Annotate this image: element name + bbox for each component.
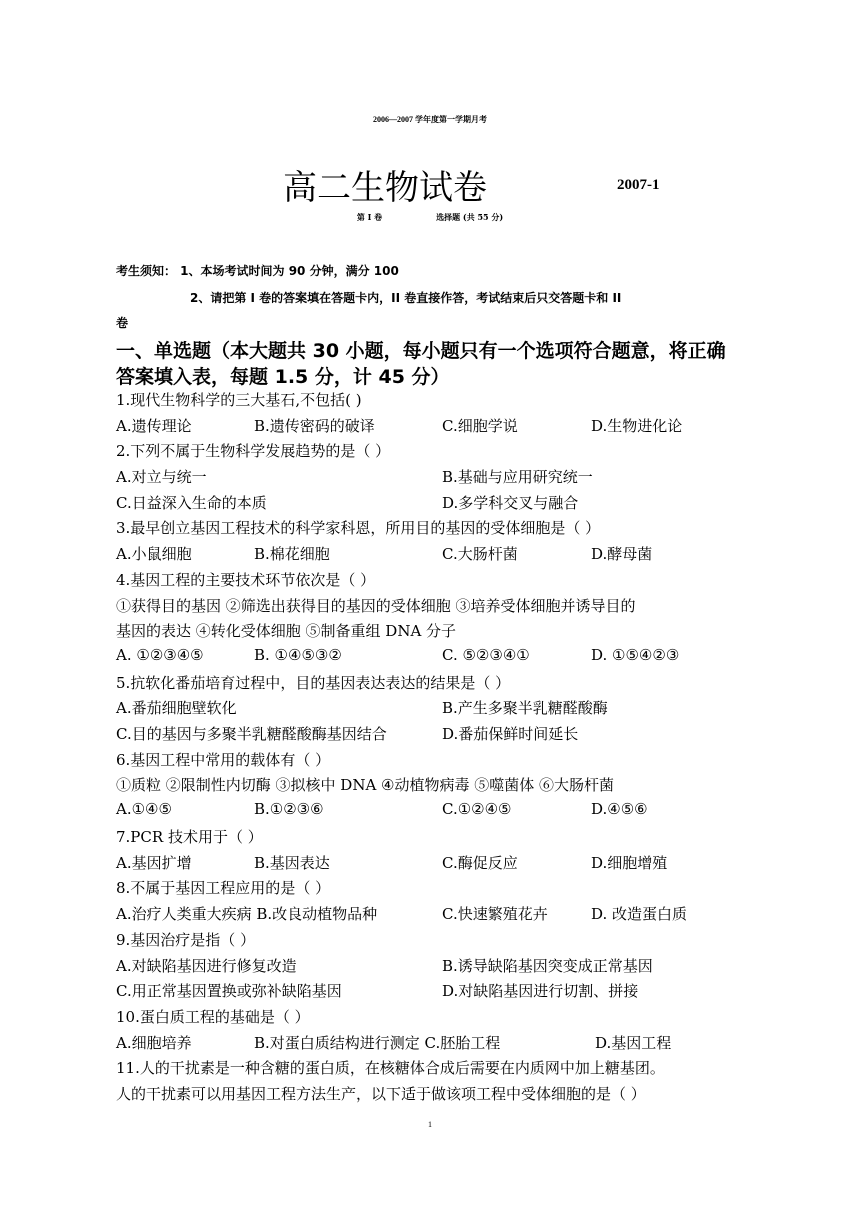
- question-option: D.多学科交叉与融合: [442, 494, 579, 512]
- question-option: B.棉花细胞: [254, 545, 330, 563]
- question-option: A.基因扩增: [116, 854, 192, 872]
- question-option: B.遗传密码的破译: [254, 417, 375, 435]
- question-stem: 人的干扰素可以用基因工程方法生产，以下适于做该项工程中受体细胞的是（ ）: [116, 1085, 646, 1103]
- question-option: A.遗传理论: [116, 417, 192, 435]
- question-option: A.①④⑤: [116, 800, 172, 818]
- question-option: D.④⑤⑥: [591, 800, 648, 818]
- question-option: B.基础与应用研究统一: [442, 468, 593, 486]
- question-option: D.基因工程: [595, 1034, 672, 1052]
- question-option: D.番茄保鲜时间延长: [442, 725, 579, 743]
- question-option: B.①②③⑥: [254, 800, 324, 818]
- question-option: D.生物进化论: [591, 417, 683, 435]
- question-option: B.对蛋白质结构进行测定 C.胚胎工程: [254, 1034, 501, 1052]
- question-option: D. 改造蛋白质: [591, 905, 688, 923]
- question-option: C.大肠杆菌: [442, 545, 518, 563]
- section-heading-line-2: 答案填入表，每题 1.5 分，计 45 分）: [116, 366, 450, 388]
- question-option: C.日益深入生命的本质: [116, 494, 267, 512]
- notice-line-1: 考生须知： 1、本场考试时间为 90 分钟，满分 100: [116, 264, 399, 278]
- question-stem: 4.基因工程的主要技术环节依次是（ ）: [116, 571, 376, 589]
- question-option: B.产生多聚半乳糖醛酸酶: [442, 699, 608, 717]
- notice-line-2: 2、请把第 I 卷的答案填在答题卡内，II 卷直接作答，考试结束后只交答题卡和 II: [190, 291, 622, 305]
- question-option: C.用正常基因置换或弥补缺陷基因: [116, 982, 342, 1000]
- question-option: A.对立与统一: [116, 468, 207, 486]
- question-option: D.酵母菌: [591, 545, 653, 563]
- question-stem: 6.基因工程中常用的载体有（ ）: [116, 751, 331, 769]
- question-option: B.诱导缺陷基因突变成正常基因: [442, 957, 653, 975]
- question-option: B.基因表达: [254, 854, 330, 872]
- exam-date: 2007-1: [617, 177, 660, 193]
- exam-title: 高二生物试卷: [283, 168, 487, 208]
- question-stem: ①获得目的基因 ②筛选出获得目的基因的受体细胞 ③培养受体细胞并诱导目的: [116, 597, 636, 615]
- question-option: C. ⑤②③④①: [442, 646, 530, 664]
- question-option: C.快速繁殖花卉: [442, 905, 548, 923]
- question-option: D.对缺陷基因进行切割、拼接: [442, 982, 639, 1000]
- question-option: C.①②④⑤: [442, 800, 512, 818]
- part-title-right: 选择题 (共 55 分): [436, 212, 504, 222]
- part-title: [0, 212, 860, 223]
- section-heading-line-1: 一、单选题（本大题共 30 小题，每小题只有一个选项符合题意，将正确: [116, 340, 726, 362]
- question-option: A.番茄细胞壁软化: [116, 699, 237, 717]
- question-option: D.细胞增殖: [591, 854, 668, 872]
- question-stem: 10.蛋白质工程的基础是（ ）: [116, 1008, 310, 1026]
- question-stem: 7.PCR 技术用于（ ）: [116, 828, 263, 846]
- question-option: A.小鼠细胞: [116, 545, 192, 563]
- question-option: B. ①④⑤③②: [254, 646, 342, 664]
- question-option: C.酶促反应: [442, 854, 518, 872]
- question-option: C.目的基因与多聚半乳糖醛酸酶基因结合: [116, 725, 387, 743]
- question-option: A. ①②③④⑤: [116, 646, 204, 664]
- question-option: A.治疗人类重大疾病 B.改良动植物品种: [116, 905, 378, 923]
- question-option: D. ①⑤④②③: [591, 646, 680, 664]
- exam-year-heading: 2006—2007 学年度第一学期月考: [373, 115, 487, 124]
- question-stem: 2.下列不属于生物科学发展趋势的是（ ）: [116, 442, 391, 460]
- question-stem: 1.现代生物科学的三大基石,不包括( ): [116, 391, 362, 409]
- question-stem: 基因的表达 ④转化受体细胞 ⑤制备重组 DNA 分子: [116, 622, 457, 640]
- page-number: 1: [428, 1120, 432, 1129]
- question-stem: 3.最早创立基因工程技术的科学家科恩，所用目的基因的受体细胞是（ ）: [116, 519, 601, 537]
- question-option: A.细胞培养: [116, 1034, 192, 1052]
- question-stem: 9.基因治疗是指（ ）: [116, 931, 256, 949]
- question-stem: 8.不属于基因工程应用的是（ ）: [116, 879, 331, 897]
- question-option: C.细胞学说: [442, 417, 518, 435]
- notice-line-3: 卷: [116, 316, 129, 330]
- question-option: A.对缺陷基因进行修复改造: [116, 957, 297, 975]
- question-stem: ①质粒 ②限制性内切酶 ③拟核中 DNA ④动植物病毒 ⑤噬菌体 ⑥大肠杆菌: [116, 776, 615, 794]
- part-title-left: 第 I 卷: [356, 212, 383, 222]
- question-stem: 5.抗软化番茄培育过程中，目的基因表达表达的结果是（ ）: [116, 674, 511, 692]
- question-stem: 11.人的干扰素是一种含糖的蛋白质，在核糖体合成后需要在内质网中加上糖基团。: [116, 1059, 665, 1077]
